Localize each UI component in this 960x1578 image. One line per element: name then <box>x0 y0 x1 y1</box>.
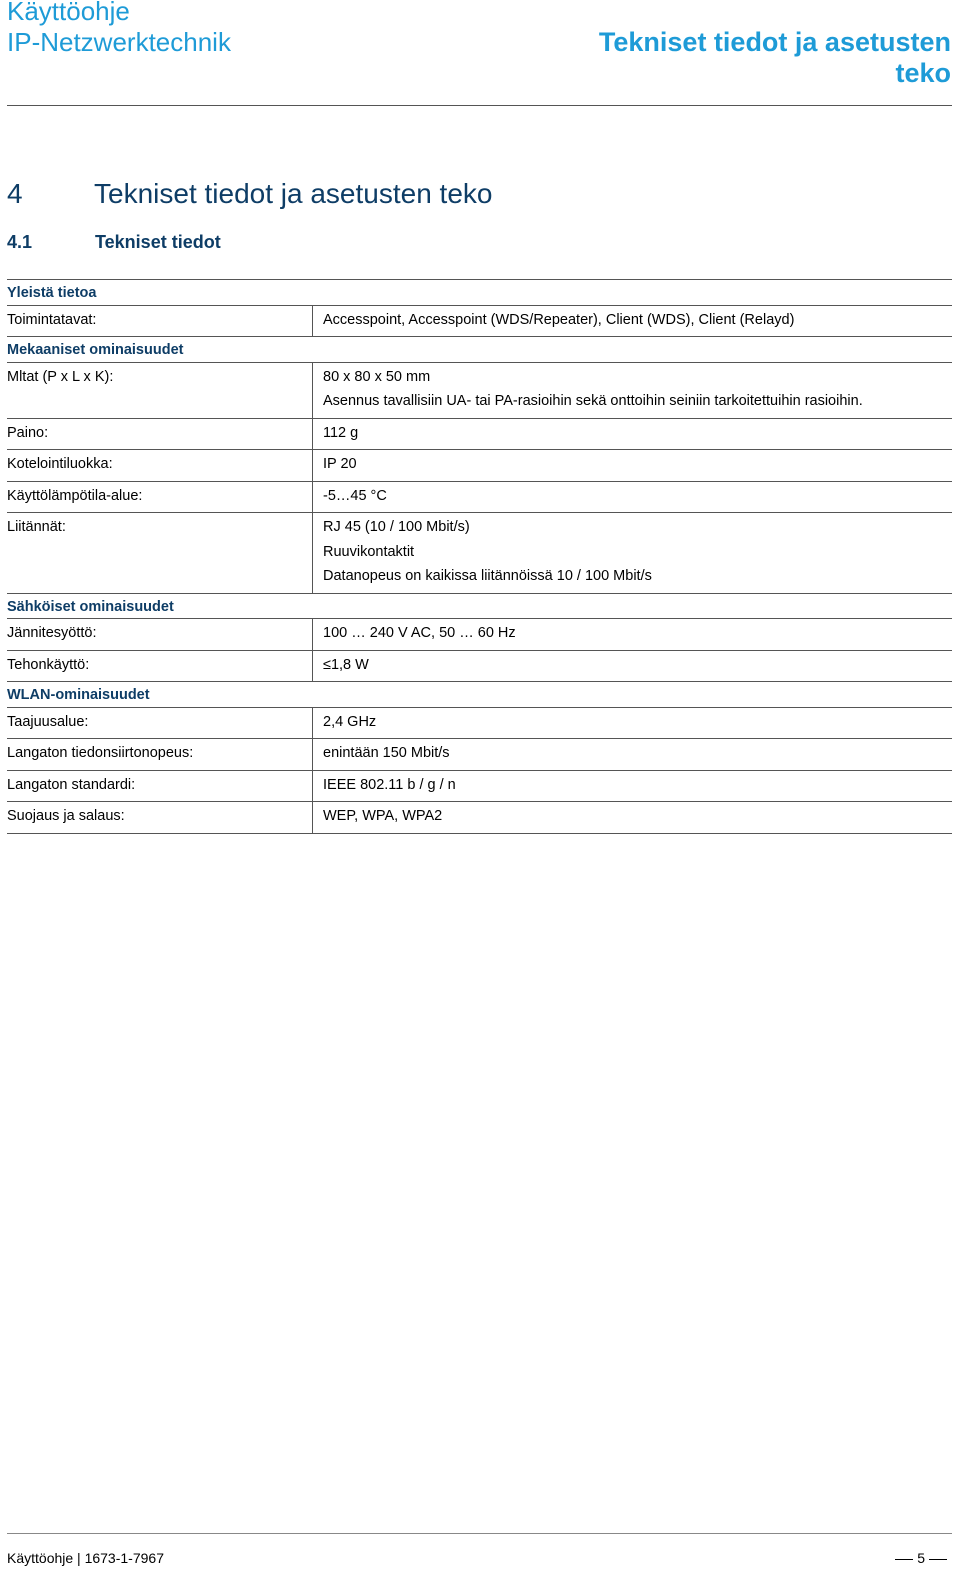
page-number: 5 <box>917 1550 925 1566</box>
spec-row-rate <box>7 739 952 771</box>
section-row-general <box>7 280 952 306</box>
header-divider <box>7 105 952 106</box>
section-title-general: Yleistä tietoa <box>7 285 97 301</box>
header-doc-type: Käyttöohje <box>7 0 130 26</box>
spec-value: Accesspoint, Accesspoint (WDS/Repeater), Client (WDS), Client (Relayd) <box>323 311 795 328</box>
spec-row-ip-class <box>7 450 952 482</box>
spec-label: Liitännät: <box>7 519 66 535</box>
spec-row-security <box>7 802 952 834</box>
spec-value: enintään 150 Mbit/s <box>323 745 450 761</box>
spec-value: -5…45 °C <box>323 487 387 504</box>
subsection-number: 4.1 <box>7 232 33 252</box>
spec-value: ≤1,8 W <box>323 656 369 673</box>
section-title: Tekniset tiedot ja asetusten teko <box>94 178 493 209</box>
header-chapter <box>531 27 951 89</box>
spec-label: Kotelointiluokka: <box>7 456 113 472</box>
footer-page <box>891 1550 951 1566</box>
spec-value: 2,4 GHz <box>323 713 377 730</box>
header-doc-info <box>7 0 231 58</box>
header-chapter-line1: Tekniset tiedot ja asetusten <box>598 27 951 57</box>
spec-value: IEEE 802.11 b / g / n <box>323 776 456 793</box>
spec-label: Langaton tiedonsiirtonopeus: <box>7 745 194 761</box>
spec-row-power <box>7 651 952 683</box>
spec-label: Tehonkäyttö: <box>7 656 90 673</box>
spec-row-ports <box>7 513 952 594</box>
spec-value: Ruuvikontaktit <box>323 543 415 560</box>
footer-divider <box>7 1533 952 1534</box>
spec-row-dimensions <box>7 363 952 419</box>
spec-value: RJ 45 (10 / 100 Mbit/s) <box>323 519 470 535</box>
spec-row-temperature <box>7 482 952 514</box>
spec-label: Toimintatavat: <box>7 311 97 328</box>
spec-label: Taajuusalue: <box>7 713 89 730</box>
spec-label: Suojaus ja salaus: <box>7 808 125 824</box>
section-row-mechanical <box>7 337 952 363</box>
spec-value: IP 20 <box>323 456 357 472</box>
spec-table <box>7 279 952 834</box>
spec-label: Jännitesyöttö: <box>7 625 97 641</box>
page-dash-right <box>929 1559 947 1560</box>
spec-row-supply <box>7 619 952 651</box>
spec-row-modes <box>7 306 952 338</box>
spec-label: Paino: <box>7 424 49 441</box>
spec-row-frequency <box>7 708 952 740</box>
section-title-mechanical: Mekaaniset ominaisuudet <box>7 342 184 358</box>
page-dash-left <box>895 1559 913 1560</box>
header-chapter-line2: teko <box>895 58 951 88</box>
spec-value: Datanopeus on kaikissa liitännöissä 10 / 100 Mbit/s <box>323 568 652 584</box>
section-row-wlan <box>7 682 952 708</box>
spec-value: 112 g <box>323 424 359 441</box>
spec-row-standard <box>7 771 952 803</box>
section-number: 4 <box>7 178 23 209</box>
spec-value-note: Asennus tavallisiin UA- tai PA-rasioihin sekä onttoihin seiniin tarkoitettuihin rasioihin. <box>323 393 863 409</box>
section-title-wlan: WLAN-ominaisuudet <box>7 687 150 703</box>
section-row-electrical <box>7 594 952 620</box>
spec-label: Langaton standardi: <box>7 776 136 793</box>
section-title-electrical: Sähköiset ominaisuudet <box>7 598 174 615</box>
section-heading <box>7 178 492 210</box>
spec-label: Käyttölämpötila-alue: <box>7 487 143 504</box>
spec-label: Mltat (P x L x K): <box>7 368 114 385</box>
subsection-heading <box>7 232 221 253</box>
spec-row-weight <box>7 419 952 451</box>
spec-value: 100 … 240 V AC, 50 … 60 Hz <box>323 625 516 641</box>
spec-value: 80 x 80 x 50 mm <box>323 368 431 385</box>
footer-doc-id: Käyttöohje | 1673-1-7967 <box>7 1550 164 1566</box>
spec-value: WEP, WPA, WPA2 <box>323 808 443 824</box>
subsection-title: Tekniset tiedot <box>95 232 221 252</box>
header-product: IP-Netzwerktechnik <box>7 27 231 57</box>
